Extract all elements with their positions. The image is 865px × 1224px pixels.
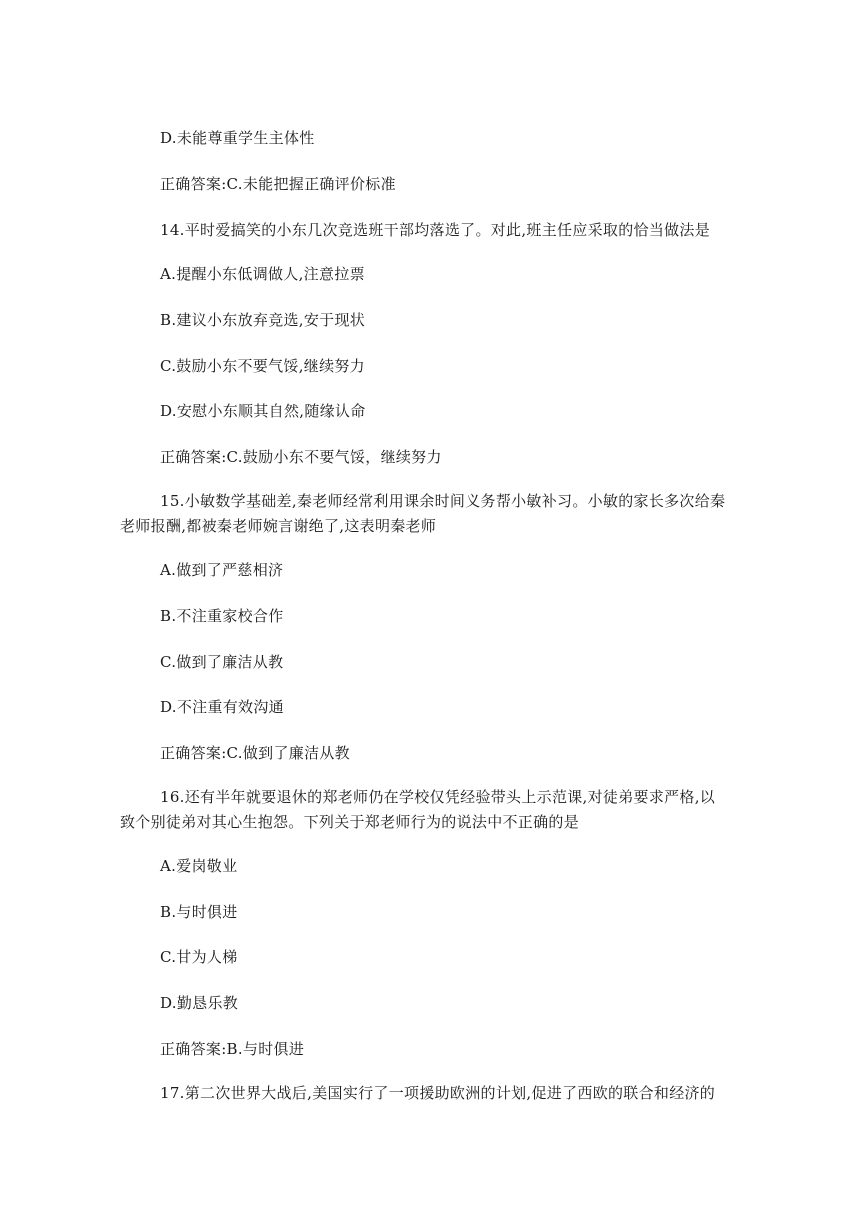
answer-13: 正确答案:C.未能把握正确评价标准 (160, 175, 396, 193)
question-16 (120, 785, 750, 835)
option-14-a: A.提醒小东低调做人,注意拉票 (160, 265, 365, 283)
question-14-line-1: 14.平时爱搞笑的小东几次竞选班干部均落选了。对此,班主任应采取的恰当做法是 (160, 221, 711, 239)
question-17-line-1: 17.第二次世界大战后,美国实行了一项援助欧洲的计划,促进了西欧的联合和经济的 (160, 1084, 716, 1102)
question-15 (120, 489, 750, 539)
question-15-line-2: 老师报酬,都被秦老师婉言谢绝了,这表明秦老师 (120, 517, 437, 535)
question-16-line-2: 致个别徒弟对其心生抱怨。下列关于郑老师行为的说法中不正确的是 (120, 813, 580, 831)
option-16-b: B.与时俱进 (160, 903, 238, 921)
option-14-c: C.鼓励小东不要气馁,继续努力 (160, 357, 365, 375)
question-16-line-1: 16.还有半年就要退休的郑老师仍在学校仅凭经验带头上示范课,对徒弟要求严格,以 (160, 788, 716, 806)
option-16-d: D.勤恳乐教 (160, 994, 239, 1012)
answer-16: 正确答案:B.与时俱进 (160, 1040, 305, 1058)
option-16-c: C.甘为人梯 (160, 948, 238, 966)
option-14-b: B.建议小东放弃竞选,安于现状 (160, 311, 366, 329)
option-15-d: D.不注重有效沟通 (160, 698, 284, 716)
question-14 (120, 218, 750, 243)
option-16-a: A.爱岗敬业 (160, 857, 238, 875)
option-13-d: D.未能尊重学生主体性 (160, 129, 315, 147)
answer-15: 正确答案:C.做到了廉洁从教 (160, 744, 350, 762)
option-15-b: B.不注重家校合作 (160, 607, 284, 625)
option-15-a: A.做到了严慈相济 (160, 561, 284, 579)
option-14-d: D.安慰小东顺其自然,随缘认命 (160, 402, 366, 420)
answer-14: 正确答案:C.鼓励小东不要气馁，继续努力 (160, 448, 442, 466)
option-15-c: C.做到了廉洁从教 (160, 653, 284, 671)
question-17 (120, 1081, 750, 1106)
question-15-line-1: 15.小敏数学基础差,秦老师经常利用课余时间义务帮小敏补习。小敏的家长多次给秦 (160, 492, 726, 510)
